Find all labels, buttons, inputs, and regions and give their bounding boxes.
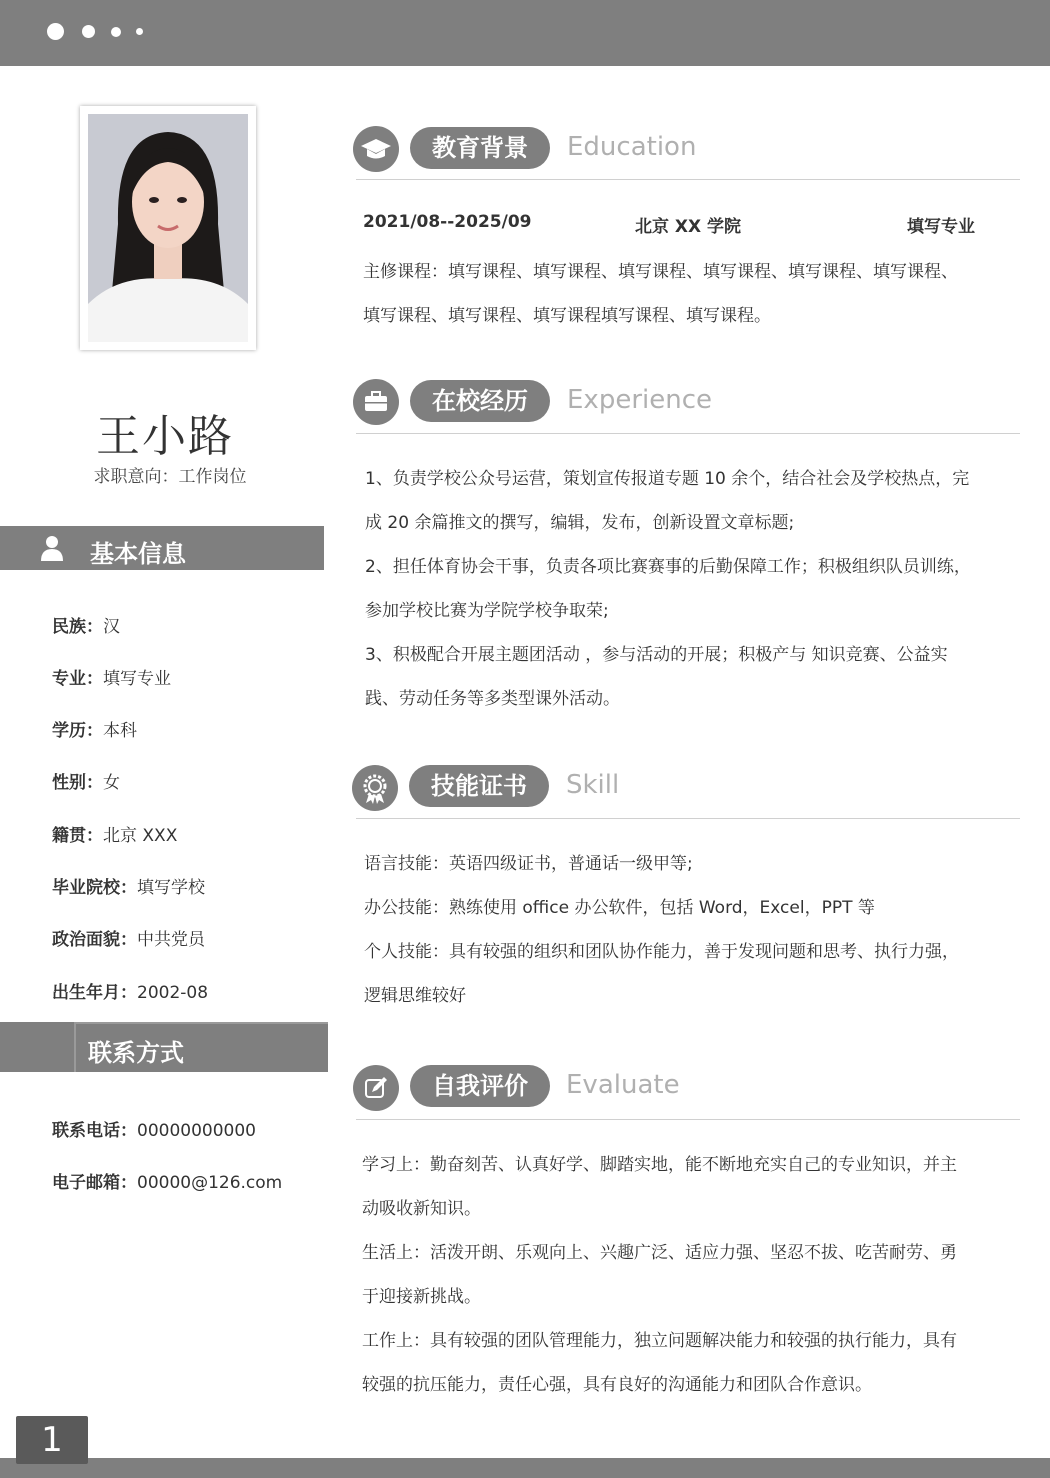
info-label: 出生年月： <box>52 983 137 1003</box>
dot-icon <box>82 25 95 38</box>
contact-label: 电子邮箱： <box>52 1173 137 1193</box>
contact-label: 联系电话： <box>52 1121 137 1141</box>
evaluate-line: 于迎接新挑战。 <box>362 1287 481 1307</box>
job-intent <box>0 462 340 487</box>
contact-row-email <box>52 1168 282 1193</box>
evaluate-line: 较强的抗压能力，责任心强，具有良好的沟通能力和团队合作意识。 <box>362 1375 872 1395</box>
edit-pen-icon <box>353 1065 399 1111</box>
info-row-degree <box>52 716 137 741</box>
evaluate-line: 生活上：活泼开朗、乐观向上、兴趣广泛、适应力强、坚忍不拔、吃苦耐劳、勇 <box>362 1243 957 1263</box>
info-value: 填写专业 <box>103 669 171 689</box>
skill-line: 逻辑思维较好 <box>364 986 466 1006</box>
contact-value: 00000@126.com <box>137 1173 283 1193</box>
contact-row-phone <box>52 1116 256 1141</box>
contact-header-divider <box>74 1022 76 1072</box>
info-value: 汉 <box>103 617 120 637</box>
basic-info-header <box>0 526 324 570</box>
info-label: 政治面貌： <box>52 930 137 950</box>
contact-header-accent <box>74 1022 328 1024</box>
contact-value: 00000000000 <box>137 1121 256 1141</box>
info-label: 学历： <box>52 721 103 741</box>
evaluate-line: 工作上：具有较强的团队管理能力，独立问题解决能力和较强的执行能力，具有 <box>362 1331 957 1351</box>
experience-line: 践、劳动任务等多类型课外活动。 <box>365 689 620 709</box>
info-row-major <box>52 664 171 689</box>
skill-title-en: Skill <box>566 770 620 800</box>
education-title: 教育背景 <box>410 127 550 169</box>
info-label: 性别： <box>52 773 103 793</box>
candidate-name: 王小路 <box>96 411 234 462</box>
info-row-political <box>52 925 205 950</box>
page-number: 1 <box>16 1416 88 1464</box>
skill-line: 办公技能：熟练使用 office 办公软件，包括 Word，Excel，PPT 等 <box>364 898 875 918</box>
education-period: 2021/08--2025/09 <box>363 212 532 232</box>
info-row-ethnicity <box>52 612 120 637</box>
info-row-birth <box>52 978 208 1003</box>
info-row-gender <box>52 768 120 793</box>
skill-title: 技能证书 <box>409 765 549 807</box>
contact-header <box>0 1022 328 1072</box>
profile-photo <box>88 114 248 342</box>
experience-line: 2、担任体育协会干事，负责各项比赛赛事的后勤保障工作；积极组织队员训练， <box>365 557 971 577</box>
dot-icon <box>136 28 143 35</box>
info-row-hometown <box>52 821 177 846</box>
evaluate-line: 学习上：勤奋刻苦、认真好学、脚踏实地，能不断地充实自己的专业知识，并主 <box>362 1155 957 1175</box>
bottom-bar <box>0 1458 1050 1478</box>
experience-line: 成 20 余篇推文的撰写，编辑，发布，创新设置文章标题; <box>365 513 795 533</box>
job-intent-value: 工作岗位 <box>178 467 247 487</box>
education-title-en: Education <box>567 132 697 162</box>
info-value: 中共党员 <box>137 930 205 950</box>
info-row-school <box>52 873 205 898</box>
info-label: 籍贯： <box>52 826 103 846</box>
skill-line: 语言技能：英语四级证书，普通话一级甲等; <box>364 854 693 874</box>
education-course-line: 主修课程：填写课程、填写课程、填写课程、填写课程、填写课程、填写课程、 <box>363 262 958 282</box>
skill-line: 个人技能：具有较强的组织和团队协作能力，善于发现问题和思考、执行力强， <box>364 942 959 962</box>
info-label: 毕业院校： <box>52 878 137 898</box>
basic-info-list <box>0 600 330 1003</box>
person-icon <box>40 535 64 561</box>
evaluate-line: 动吸收新知识。 <box>362 1199 481 1219</box>
top-bar <box>0 0 1050 66</box>
education-divider <box>356 179 1020 180</box>
info-value: 女 <box>103 773 120 793</box>
info-value: 北京 XXX <box>103 826 178 846</box>
education-course-line: 填写课程、填写课程、填写课程填写课程、填写课程。 <box>363 306 771 326</box>
profile-photo-frame <box>80 106 256 350</box>
info-value: 填写学校 <box>137 878 205 898</box>
evaluate-title: 自我评价 <box>410 1065 550 1107</box>
experience-title: 在校经历 <box>410 380 550 422</box>
graduation-cap-icon <box>353 126 399 172</box>
experience-title-en: Experience <box>567 385 712 415</box>
evaluate-divider <box>356 1119 1020 1120</box>
dot-icon <box>111 27 121 37</box>
info-value: 2002-08 <box>137 983 209 1003</box>
dot-icon <box>47 23 64 40</box>
experience-line: 1、负责学校公众号运营，策划宣传报道专题 10 余个，结合社会及学校热点，完 <box>365 469 970 489</box>
job-intent-label: 求职意向： <box>93 467 179 487</box>
award-medal-icon <box>352 765 398 811</box>
education-major: 填写专业 <box>907 217 975 237</box>
experience-line: 参加学校比赛为学院学校争取荣; <box>365 601 609 621</box>
info-label: 民族： <box>52 617 103 637</box>
info-label: 专业： <box>52 669 103 689</box>
basic-info-title: 基本信息 <box>90 540 186 568</box>
skill-divider <box>356 818 1020 819</box>
info-value: 本科 <box>103 721 137 741</box>
education-school: 北京 XX 学院 <box>635 217 742 237</box>
experience-divider <box>356 433 1020 434</box>
briefcase-icon <box>353 379 399 425</box>
evaluate-title-en: Evaluate <box>566 1070 680 1100</box>
contact-title: 联系方式 <box>88 1039 184 1067</box>
experience-line: 3、积极配合开展主题团活动 ，参与活动的开展；积极产与 知识竞赛、公益实 <box>365 645 948 665</box>
